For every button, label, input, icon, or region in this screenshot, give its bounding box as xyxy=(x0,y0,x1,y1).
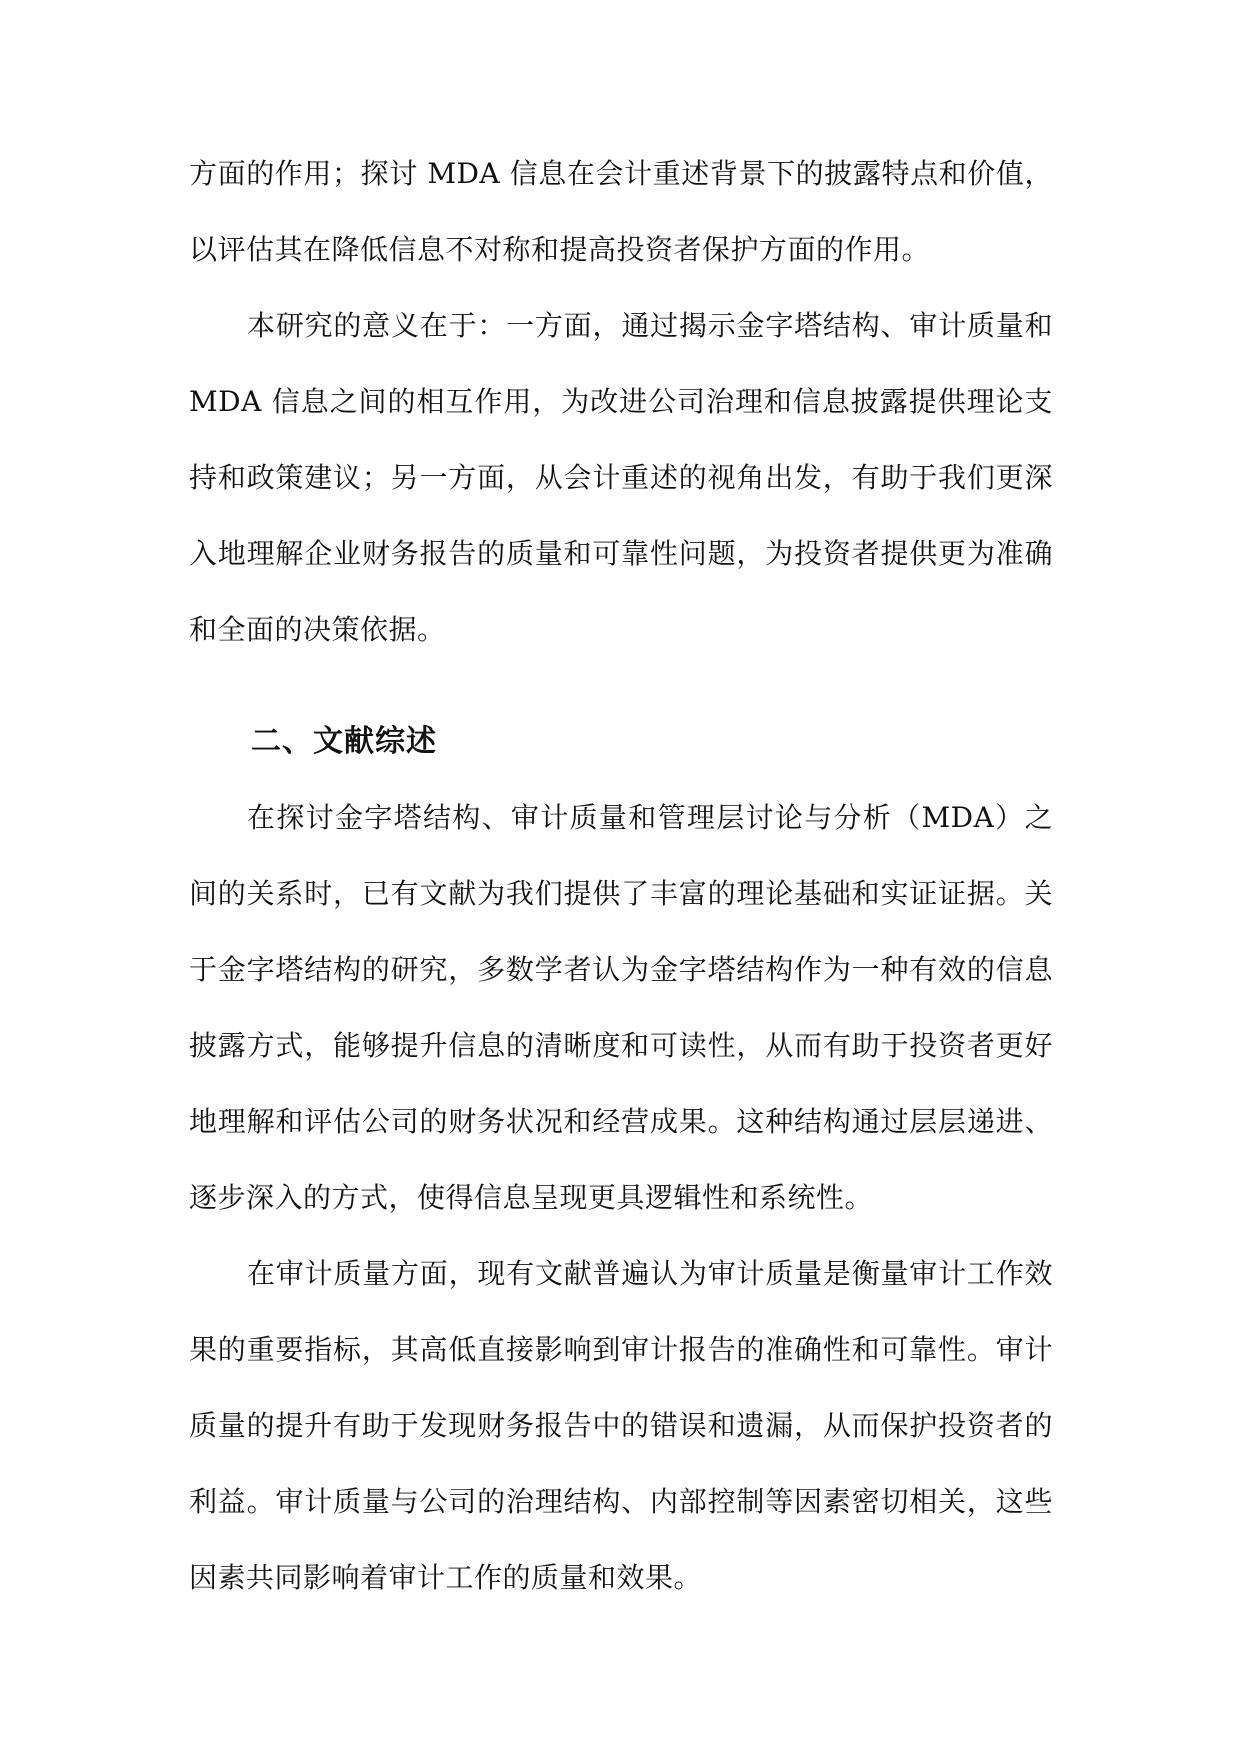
paragraph-continuation: 方面的作用；探讨 MDA 信息在会计重述背景下的披露特点和价值，以评估其在降低信息不对称和提高投资者保护方面的作用。 xyxy=(189,157,1053,266)
paragraph-pyramid-structure: 在探讨金字塔结构、审计质量和管理层讨论与分析（MDA）之间的关系时，已有文献为我们提供了丰富的理论基础和实证证据。关于金字塔结构的研究，多数学者认为金字塔结构作为一种有效的信息披露方式，能够提升信息的清晰度和可读性，从而有助于投资者更好地理解和评估公司的财务状况和经营成果。这种结构通过层层递进、逐步深入的方式，使得信息呈现更具逻辑性和系统性。 xyxy=(189,801,1053,1214)
section-heading-literature-review: 二、文献综述 xyxy=(251,724,437,759)
page-body xyxy=(189,136,1053,1616)
paragraph-audit-quality: 在审计质量方面，现有文献普遍认为审计质量是衡量审计工作效果的重要指标，其高低直接影响到审计报告的准确性和可靠性。审计质量的提升有助于发现财务报告中的错误和遗漏，从而保护投资者的利益。审计质量与公司的治理结构、内部控制等因素密切相关，这些因素共同影响着审计工作的质量和效果。 xyxy=(189,1257,1053,1594)
paragraph-research-significance: 本研究的意义在于：一方面，通过揭示金字塔结构、审计质量和 MDA 信息之间的相互作用，为改进公司治理和信息披露提供理论支持和政策建议；另一方面，从会计重述的视角出发，有助于我们更深入地理解企业财务报告的质量和可靠性问题，为投资者提供更为准确和全面的决策依据。 xyxy=(189,309,1053,646)
